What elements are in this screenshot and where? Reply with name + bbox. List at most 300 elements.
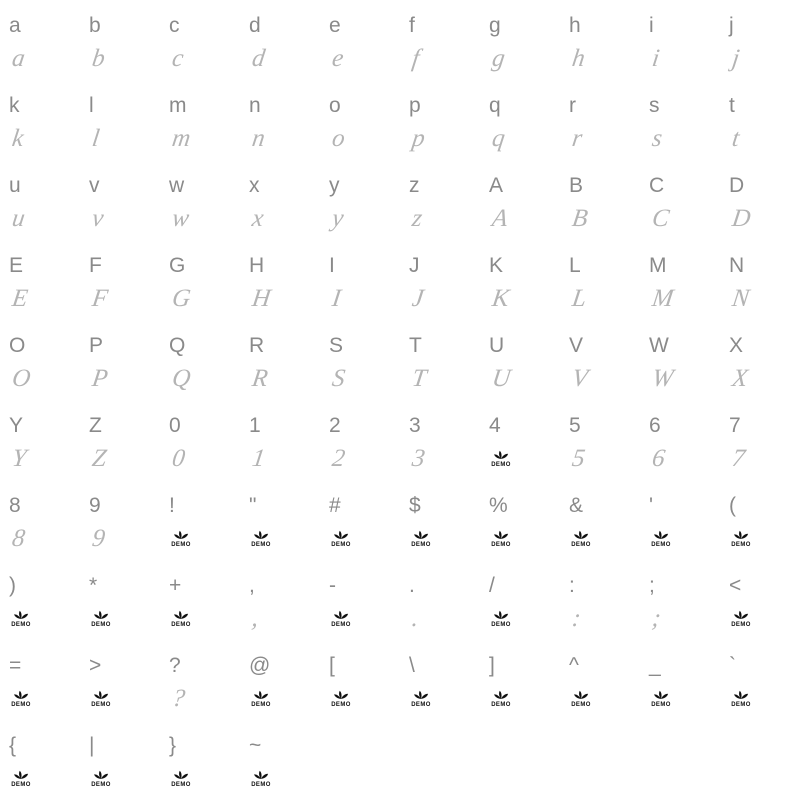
char-label: U [489, 334, 505, 357]
char-glyph: B [570, 205, 590, 232]
charmap-cell [400, 86, 480, 166]
charmap-cell [240, 406, 320, 486]
charmap-cell [0, 86, 80, 166]
char-label: . [409, 574, 415, 597]
charmap-cell [480, 486, 560, 566]
demo-fleuron-icon [653, 689, 669, 701]
char-label: w [169, 174, 185, 197]
char-label: D [729, 174, 745, 197]
char-glyph: d [250, 45, 267, 72]
char-glyph: k [10, 125, 26, 152]
demo-label: DEMO [171, 782, 191, 788]
char-glyph: . [410, 605, 421, 632]
char-glyph: Z [90, 445, 109, 472]
demo-label: DEMO [651, 702, 671, 708]
char-glyph: h [570, 45, 587, 72]
char-glyph: y [330, 205, 346, 232]
char-glyph: W [650, 365, 676, 392]
char-glyph: 6 [650, 445, 667, 472]
char-label: h [569, 14, 581, 37]
char-label: ] [489, 654, 495, 677]
charmap-cell [80, 166, 160, 246]
char-label: ~ [249, 734, 262, 757]
demo-label: DEMO [331, 542, 351, 548]
demo-fleuron-icon [93, 769, 109, 781]
char-label: c [169, 14, 180, 37]
charmap-cell [480, 566, 560, 646]
char-label: = [9, 654, 22, 677]
charmap-cell [720, 646, 800, 726]
char-glyph: A [490, 205, 510, 232]
demo-fleuron-icon [333, 689, 349, 701]
char-glyph: F [90, 285, 110, 312]
demo-label: DEMO [11, 622, 31, 628]
demo-label: DEMO [91, 702, 111, 708]
char-label: B [569, 174, 584, 197]
char-label: [ [329, 654, 335, 677]
demo-fleuron-icon [333, 529, 349, 541]
char-label: { [9, 734, 17, 757]
charmap-cell [80, 86, 160, 166]
char-glyph: 7 [730, 445, 747, 472]
char-glyph: t [730, 125, 742, 152]
char-label: ( [729, 494, 736, 517]
char-label: ` [729, 654, 736, 677]
demo-label: DEMO [731, 542, 751, 548]
demo-fleuron-icon [573, 689, 589, 701]
demo-fleuron-icon [573, 529, 589, 541]
char-label: ' [649, 494, 654, 517]
demo-badge [489, 602, 513, 628]
char-glyph: G [170, 285, 193, 312]
charmap-cell [80, 406, 160, 486]
char-glyph: R [250, 365, 270, 392]
char-label: C [649, 174, 665, 197]
charmap-cell [560, 6, 640, 86]
charmap-cell [240, 726, 320, 806]
char-glyph: z [410, 205, 424, 232]
char-glyph: 9 [90, 525, 107, 552]
charmap-cell [720, 566, 800, 646]
char-label: 2 [329, 414, 341, 437]
charmap-cell [80, 566, 160, 646]
charmap-cell [400, 6, 480, 86]
charmap-cell [240, 326, 320, 406]
char-label: + [169, 574, 182, 597]
demo-label: DEMO [171, 622, 191, 628]
charmap-cell [720, 486, 800, 566]
char-glyph: N [730, 285, 751, 312]
demo-fleuron-icon [253, 529, 269, 541]
char-label: \ [409, 654, 415, 677]
char-label: Z [89, 414, 102, 437]
charmap-cell [640, 6, 720, 86]
charmap-cell [320, 86, 400, 166]
demo-badge [329, 682, 353, 708]
char-label: ? [169, 654, 181, 677]
char-label: & [569, 494, 584, 517]
char-label: , [249, 574, 255, 597]
char-label: 0 [169, 414, 181, 437]
char-glyph: a [10, 45, 27, 72]
char-label: O [9, 334, 26, 357]
charmap-cell [720, 86, 800, 166]
char-label: A [489, 174, 504, 197]
char-glyph: v [90, 205, 106, 232]
char-label: R [249, 334, 265, 357]
char-glyph: T [410, 365, 429, 392]
demo-fleuron-icon [253, 689, 269, 701]
char-glyph: u [10, 205, 27, 232]
demo-badge [569, 682, 593, 708]
charmap-cell [240, 86, 320, 166]
charmap-cell [640, 246, 720, 326]
demo-badge [249, 522, 273, 548]
charmap-cell [480, 86, 560, 166]
charmap-cell [0, 646, 80, 726]
demo-fleuron-icon [733, 609, 749, 621]
char-label: b [89, 14, 101, 37]
char-label: L [569, 254, 581, 277]
char-glyph: V [570, 365, 590, 392]
charmap-cell [160, 406, 240, 486]
char-glyph: U [490, 365, 513, 392]
char-glyph: L [570, 285, 589, 312]
char-glyph: Y [10, 445, 29, 472]
char-label: G [169, 254, 186, 277]
demo-label: DEMO [491, 462, 511, 468]
charmap-cell [480, 406, 560, 486]
char-glyph: O [10, 365, 33, 392]
char-label: 9 [89, 494, 101, 517]
char-label: K [489, 254, 504, 277]
char-label: _ [649, 654, 661, 677]
char-glyph: l [90, 125, 102, 152]
demo-badge [729, 682, 753, 708]
demo-label: DEMO [731, 622, 751, 628]
demo-label: DEMO [571, 542, 591, 548]
demo-fleuron-icon [413, 529, 429, 541]
charmap-cell [480, 6, 560, 86]
char-label: o [329, 94, 341, 117]
char-label: y [329, 174, 340, 197]
charmap-cell [480, 646, 560, 726]
charmap-cell [480, 166, 560, 246]
char-label: | [89, 734, 95, 757]
charmap-cell [0, 406, 80, 486]
charmap-cell [80, 326, 160, 406]
charmap-cell [640, 326, 720, 406]
char-label: N [729, 254, 745, 277]
char-label: r [569, 94, 576, 117]
charmap-cell [160, 646, 240, 726]
char-label: 6 [649, 414, 661, 437]
char-glyph: J [410, 285, 426, 312]
char-glyph: C [650, 205, 671, 232]
demo-badge [649, 682, 673, 708]
char-label: s [649, 94, 660, 117]
char-label: M [649, 254, 667, 277]
char-label: k [9, 94, 20, 117]
charmap-cell [480, 326, 560, 406]
charmap-cell [240, 246, 320, 326]
charmap-cell [320, 486, 400, 566]
charmap-cell [160, 726, 240, 806]
char-glyph: X [730, 365, 750, 392]
char-label: J [409, 254, 420, 277]
demo-badge [169, 602, 193, 628]
char-label: d [249, 14, 261, 37]
char-label: ! [169, 494, 175, 517]
charmap-cell [480, 246, 560, 326]
demo-fleuron-icon [493, 689, 509, 701]
char-label: V [569, 334, 584, 357]
charmap-cell [240, 486, 320, 566]
demo-badge [489, 522, 513, 548]
char-label: t [729, 94, 735, 117]
charmap-cell [400, 646, 480, 726]
demo-fleuron-icon [253, 769, 269, 781]
demo-fleuron-icon [333, 609, 349, 621]
charmap-cell [640, 486, 720, 566]
charmap-cell [320, 166, 400, 246]
demo-badge [249, 682, 273, 708]
char-label: p [409, 94, 421, 117]
demo-label: DEMO [411, 702, 431, 708]
charmap-cell [80, 486, 160, 566]
char-glyph: g [490, 45, 507, 72]
charmap-cell [320, 246, 400, 326]
charmap-cell [240, 646, 320, 726]
char-label: 7 [729, 414, 741, 437]
charmap-cell [240, 6, 320, 86]
char-glyph: s [650, 125, 664, 152]
demo-label: DEMO [251, 702, 271, 708]
char-label: P [89, 334, 104, 357]
char-glyph: , [250, 605, 261, 632]
charmap-cell [160, 246, 240, 326]
char-label: 3 [409, 414, 421, 437]
charmap-cell [640, 86, 720, 166]
demo-badge [489, 442, 513, 468]
charmap-cell [320, 566, 400, 646]
char-label: - [329, 574, 336, 597]
demo-fleuron-icon [13, 689, 29, 701]
charmap-cell [720, 6, 800, 86]
demo-badge [489, 682, 513, 708]
charmap-cell [320, 6, 400, 86]
char-label: n [249, 94, 261, 117]
charmap-cell [0, 326, 80, 406]
demo-fleuron-icon [413, 689, 429, 701]
demo-label: DEMO [91, 782, 111, 788]
demo-label: DEMO [11, 782, 31, 788]
demo-label: DEMO [491, 542, 511, 548]
char-glyph: 0 [170, 445, 187, 472]
char-glyph: P [90, 365, 110, 392]
charmap-cell [160, 86, 240, 166]
charmap-cell [720, 406, 800, 486]
charmap-cell [400, 246, 480, 326]
char-glyph: r [570, 125, 584, 152]
char-label: W [649, 334, 669, 357]
charmap-cell [240, 166, 320, 246]
char-label: } [169, 734, 177, 757]
demo-label: DEMO [91, 622, 111, 628]
char-label: $ [409, 494, 421, 517]
demo-badge [9, 682, 33, 708]
char-glyph: f [410, 45, 422, 72]
char-glyph: 5 [570, 445, 587, 472]
char-label: z [409, 174, 420, 197]
demo-badge [729, 522, 753, 548]
charmap-cell [240, 566, 320, 646]
charmap-cell [560, 166, 640, 246]
demo-label: DEMO [251, 782, 271, 788]
charmap-cell [400, 566, 480, 646]
char-label: % [489, 494, 508, 517]
char-label: u [9, 174, 21, 197]
demo-badge [169, 762, 193, 788]
charmap-cell [720, 326, 800, 406]
char-glyph: c [170, 45, 186, 72]
charmap-cell [80, 726, 160, 806]
demo-label: DEMO [411, 542, 431, 548]
charmap-cell [80, 246, 160, 326]
charmap-cell [0, 6, 80, 86]
charmap-cell [0, 486, 80, 566]
char-label: 8 [9, 494, 21, 517]
demo-fleuron-icon [93, 689, 109, 701]
demo-badge [409, 682, 433, 708]
char-label: E [9, 254, 24, 277]
demo-label: DEMO [11, 702, 31, 708]
char-label: > [89, 654, 102, 677]
demo-badge [329, 602, 353, 628]
demo-fleuron-icon [493, 449, 509, 461]
charmap-cell [640, 406, 720, 486]
demo-badge [409, 522, 433, 548]
char-glyph: D [730, 205, 753, 232]
charmap-cell [80, 6, 160, 86]
char-label: i [649, 14, 654, 37]
demo-badge [89, 682, 113, 708]
char-glyph: b [90, 45, 107, 72]
char-glyph: 1 [250, 445, 267, 472]
demo-fleuron-icon [493, 609, 509, 621]
char-glyph: I [330, 285, 343, 312]
demo-fleuron-icon [733, 689, 749, 701]
demo-badge [249, 762, 273, 788]
char-label: @ [249, 654, 271, 677]
char-glyph: : [570, 605, 583, 632]
char-label: H [249, 254, 265, 277]
charmap-cell [320, 646, 400, 726]
demo-badge [649, 522, 673, 548]
demo-label: DEMO [171, 542, 191, 548]
char-glyph: E [10, 285, 30, 312]
demo-fleuron-icon [173, 609, 189, 621]
char-label: S [329, 334, 344, 357]
char-label: 5 [569, 414, 581, 437]
char-label: 4 [489, 414, 501, 437]
char-glyph: w [170, 205, 191, 232]
demo-badge [329, 522, 353, 548]
char-label: v [89, 174, 100, 197]
demo-fleuron-icon [13, 609, 29, 621]
charmap-cell [0, 566, 80, 646]
char-glyph: S [330, 365, 347, 392]
charmap-cell [560, 406, 640, 486]
charmap-cell [560, 646, 640, 726]
char-glyph: M [650, 285, 676, 312]
charmap-cell [0, 726, 80, 806]
demo-label: DEMO [331, 622, 351, 628]
char-label: x [249, 174, 260, 197]
charmap-cell [640, 646, 720, 726]
charmap-cell [320, 406, 400, 486]
demo-label: DEMO [571, 702, 591, 708]
demo-fleuron-icon [493, 529, 509, 541]
char-glyph: x [250, 205, 266, 232]
charmap-cell [560, 246, 640, 326]
char-label: q [489, 94, 501, 117]
char-glyph: ; [650, 605, 663, 632]
demo-fleuron-icon [733, 529, 749, 541]
charmap-cell [0, 166, 80, 246]
charmap-cell [400, 326, 480, 406]
char-glyph: q [490, 125, 507, 152]
char-glyph: p [410, 125, 427, 152]
demo-badge [569, 522, 593, 548]
demo-fleuron-icon [173, 769, 189, 781]
char-glyph: 2 [330, 445, 347, 472]
demo-badge [9, 602, 33, 628]
char-label: * [89, 574, 98, 597]
char-label: g [489, 14, 501, 37]
char-label: f [409, 14, 415, 37]
char-label: " [249, 494, 257, 517]
charmap-cell [720, 166, 800, 246]
char-label: 1 [249, 414, 261, 437]
demo-fleuron-icon [173, 529, 189, 541]
demo-label: DEMO [651, 542, 671, 548]
char-glyph: ? [170, 685, 187, 712]
demo-badge [89, 602, 113, 628]
demo-fleuron-icon [653, 529, 669, 541]
demo-label: DEMO [331, 702, 351, 708]
char-glyph: o [330, 125, 347, 152]
charmap-cell [400, 486, 480, 566]
demo-fleuron-icon [93, 609, 109, 621]
charmap-cell [560, 486, 640, 566]
charmap-cell [80, 646, 160, 726]
char-label: ^ [569, 654, 579, 677]
char-glyph: K [490, 285, 511, 312]
charmap-cell [560, 566, 640, 646]
char-label: Q [169, 334, 186, 357]
charmap-cell [640, 566, 720, 646]
char-glyph: 8 [10, 525, 27, 552]
demo-label: DEMO [731, 702, 751, 708]
char-label: ) [9, 574, 16, 597]
charmap-cell [560, 326, 640, 406]
char-label: e [329, 14, 341, 37]
charmap-cell [640, 166, 720, 246]
char-label: F [89, 254, 102, 277]
char-label: l [89, 94, 94, 117]
char-label: j [729, 14, 734, 37]
